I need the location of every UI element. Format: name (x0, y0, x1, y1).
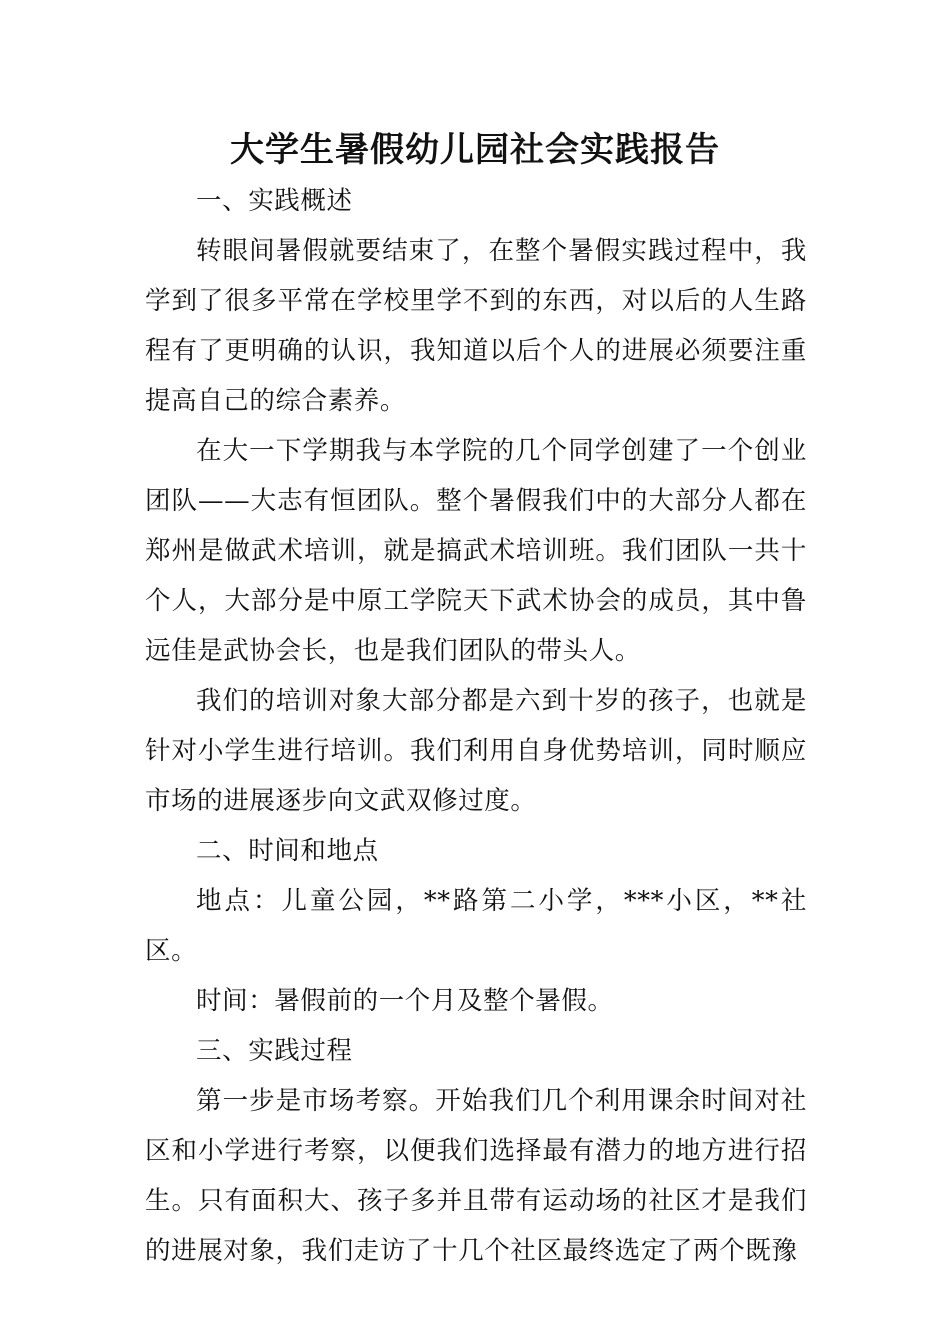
document-body (145, 176, 807, 1276)
section-heading-process: 三、实践过程 (196, 1036, 353, 1066)
section-heading-time-place: 二、时间和地点 (196, 836, 379, 866)
paragraph-time: 时间：暑假前的一个月及整个暑假。 (196, 986, 614, 1016)
paragraph: 在大一下学期我与本学院的几个同学创建了一个创业团队——大志有恒团队。整个暑假我们中的大部分人都在郑州是做武术培训，就是搞武术培训班。我们团队一共十个人，大部分是中原工学院天下武术协会的成员，其中鲁远佳是武协会长，也是我们团队的带头人。 (145, 436, 807, 666)
paragraph: 第一步是市场考察。开始我们几个利用课余时间对社区和小学进行考察，以便我们选择最有潜力的地方进行招生。只有面积大、孩子多并且带有运动场的社区才是我们的进展对象，我们走访了十几个社区最终选定了两个既豫 (145, 1086, 807, 1266)
section-heading-overview: 一、实践概述 (196, 186, 353, 216)
paragraph-location: 地点：儿童公园，**路第二小学，***小区，**社区。 (145, 886, 807, 966)
paragraph: 我们的培训对象大部分都是六到十岁的孩子，也就是针对小学生进行培训。我们利用自身优势培训，同时顺应市场的进展逐步向文武双修过度。 (145, 686, 807, 816)
document-title: 大学生暑假幼儿园社会实践报告 (230, 130, 720, 170)
paragraph: 转眼间暑假就要结束了，在整个暑假实践过程中，我学到了很多平常在学校里学不到的东西，对以后的人生路程有了更明确的认识，我知道以后个人的进展必须要注重提高自己的综合素养。 (145, 236, 807, 416)
